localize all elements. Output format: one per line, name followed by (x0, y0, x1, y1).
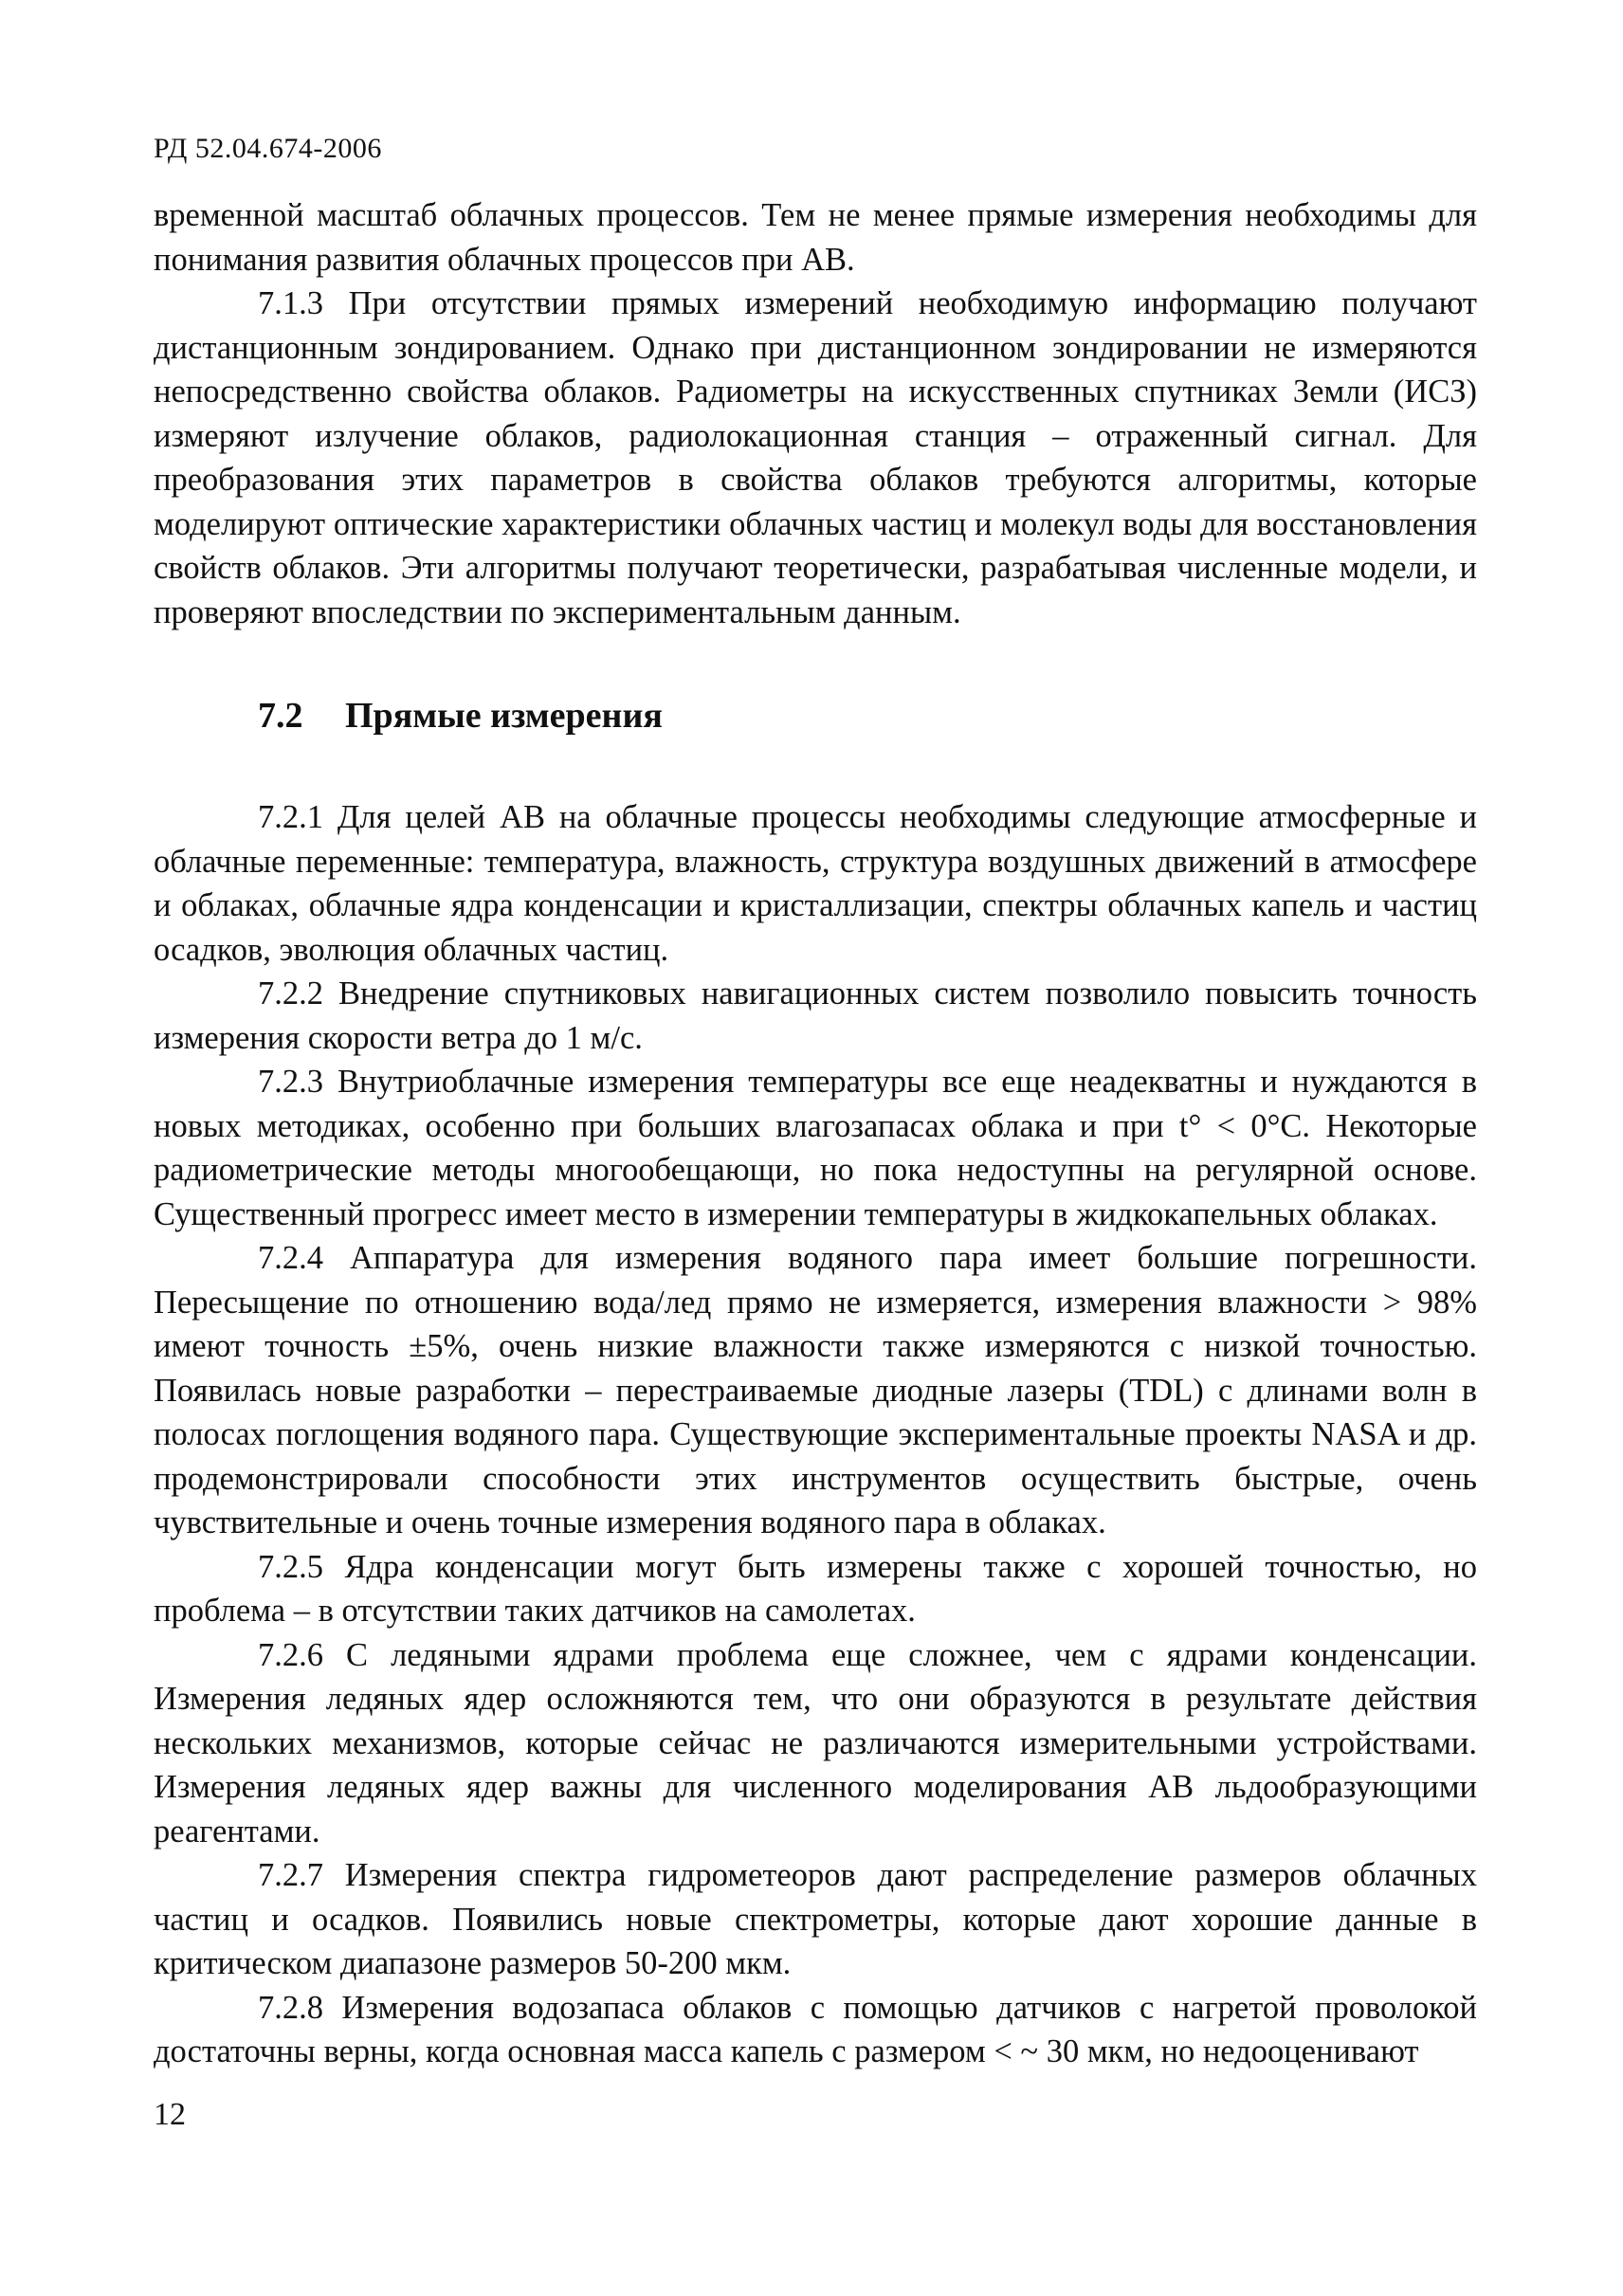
paragraph-7-2-8: 7.2.8 Измерения водозапаса облаков с помощью датчиков с нагретой проволокой достаточны верны, когда основная масса капель с размером < ~ 30 мкм, но недооценивают (154, 1989, 1477, 2069)
paragraph-7-2-1: 7.2.1 Для целей АВ на облачные процессы необходимы следующие атмосферные и облачные переменные: температура, влажность, структура воздушных движений в атмосфере и облаках, облачные ядра конденсации и кристаллизации, спектры облачных капель и частиц осадков, эволюция облачных частиц. (154, 799, 1477, 968)
section-heading (258, 691, 1477, 740)
paragraph-7-2-7: 7.2.7 Измерения спектра гидрометеоров дают распределение размеров облачных частиц и осадков. Появились новые спектрометры, которые дают хорошие данные в критическом диапазоне размеров 50-200 мкм. (154, 1857, 1477, 1981)
paragraph-7-2-2: 7.2.2 Внедрение спутниковых навигационных систем позволило повысить точность измерения скорости ветра до 1 м/с. (154, 975, 1477, 1056)
paragraph-7-1-3: 7.1.3 При отсутствии прямых измерений необходимую информацию получают дистанционным зондированием. Однако при дистанционном зондировании не измеряются непосредственно свойства облаков. Радиометры на искусственных спутниках Земли (ИСЗ) измеряют излучение облаков, радиолокационная станция – отраженный сигнал. Для преобразования этих параметров в свойства облаков требуются алгоритмы, которые моделируют оптические характеристики облачных частиц и молекул воды для восстановления свойств облаков. Эти алгоритмы получают теоретически, разрабатывая численные модели, и проверяют впоследствии по экспериментальным данным. (154, 285, 1477, 630)
paragraph-7-2-4: 7.2.4 Аппаратура для измерения водяного пара имеет большие погрешности. Пересыщение по отношению вода/лед прямо не измеряется, измерения влажности > 98% имеют точность ±5%, очень низкие влажности также измеряются с низкой точностью. Появилась новые разработки – перестраиваемые диодные лазеры (TDL) с длинами волн в полосах поглощения водяного пара. Существующие экспериментальные проекты NASA и др. продемонстрировали способности этих инструментов осуществить быстрые, очень чувствительные и очень точные измерения водяного пара в облаках. (154, 1240, 1477, 1540)
section-title: Прямые измерения (345, 696, 663, 736)
document-body (154, 193, 1477, 2074)
page-number: 12 (154, 2097, 186, 2132)
paragraph-7-2-3: 7.2.3 Внутриоблачные измерения температуры все еще неадекватны и нуждаются в новых методиках, особенно при больших влагозапасах облака и при t° < 0°С. Некоторые радиометрические методы многообещающи, но пока недоступны на регулярной основе. Существенный прогресс имеет место в измерении температуры в жидкокапельных облаках. (154, 1064, 1477, 1232)
document-header-id: РД 52.04.674-2006 (154, 133, 382, 164)
paragraph-7-2-6: 7.2.6 С ледяными ядрами проблема еще сложнее, чем с ядрами конденсации. Измерения ледяных ядер осложняются тем, что они образуются в результате действия нескольких механизмов, которые сейчас не различаются измерительными устройствами. Измерения ледяных ядер важны для численного моделирования АВ льдообразующими реагентами. (154, 1636, 1477, 1850)
paragraph-7-2-5: 7.2.5 Ядра конденсации могут быть измерены также с хорошей точностью, но проблема – в отсутствии таких датчиков на самолетах. (154, 1548, 1477, 1629)
paragraph-continuation: временной масштаб облачных процессов. Тем не менее прямые измерения необходимы для понимания развития облачных процессов при АВ. (154, 197, 1477, 278)
section-number: 7.2 (258, 696, 303, 736)
